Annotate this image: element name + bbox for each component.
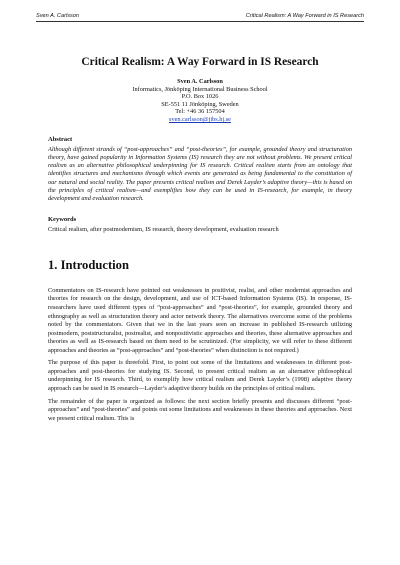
paper-title: Critical Realism: A Way Forward in IS Research <box>81 56 319 68</box>
body-paragraph: The purpose of this paper is threefold. First, to point out some of the limitations and weaknesses in different post-approaches and post-theories for studying IS. Second, to present critical realism as an alternative philosophical underpinning for IS research. Third, to exemplify how critical realism and Derek Layder’s (1998) adaptive theory approach can be used in IS research—Layder’s adaptive theory builds on the principles of critical realism. <box>48 359 352 392</box>
author-name: Sven A. Carlsson <box>177 78 223 85</box>
section-heading: 1. Introduction <box>48 257 129 272</box>
keywords-text: Critical realism, after postmodernism, IS research, theory development, evaluation research <box>48 225 279 233</box>
author-affiliation: Informatics, Jönköping International Business School <box>132 85 268 93</box>
author-address-1: P.O. Box 1026 <box>181 93 219 101</box>
abstract-text: Although different strands of “post-approaches” and “post-theories”, for example, grounded theory and structuration theory, have gained popularity in Information Systems (IS) research they are not without problems. We present critical realism as an alternative philosophical underpinning for IS research. Critical realism starts from an ontology that identifies structures and mechanisms through which events are generated as being fundamental to the constitution of our natural and social reality. The paper presents critical realism and Derek Layder’s adaptive theory—this is based on the principles of critical realism—and exemplifies how they can be used in IS-research, for example, in theory development and evaluation research. <box>48 145 352 203</box>
author-address-2: SE-551 11 Jönköping, Sweden <box>161 100 239 108</box>
author-block <box>48 78 352 124</box>
body-paragraph: Commentators on IS-research have pointed out weaknesses in positivist, realist, and other modernist approaches and theories for research on the design, development, and use of ICT-based Information Systems (IS). In response, IS-researchers have used different types of “post-approaches” and “post-theories”, for example, grounded theory and ethnography as well as structuration theory and actor network theory. The alternatives overcome some of the problems noted by the commentators. Given that we in the last years seen an increase in published IS-research utilizing postmodern, poststructuralist, postrealist, and nonpositivistic approaches and theories, these alternative approaches and theories as well as IS-research based on them need to be scrutinized. (For simplicity, we will refer to these different approaches and theories as “post-approaches” and “post-theories” when distinction is not required.) <box>48 286 352 354</box>
header-title: Critical Realism: A Way Forward in IS Research <box>245 13 364 19</box>
body-paragraph: The remainder of the paper is organized as follows: the next section briefly presents and discusses different “post-approaches” and “post-theories” and points out some limitations and weaknesses in these theories and approaches. Next we present critical realism. This is <box>48 397 352 422</box>
author-email-link[interactable]: sven.carlsson@jibs.hj.se <box>169 115 231 123</box>
content <box>48 56 352 427</box>
header-author: Sven A. Carlsson <box>36 13 80 19</box>
abstract-heading: Abstract <box>48 135 73 143</box>
running-header <box>36 13 364 22</box>
author-tel: Tel: +46 36 157504 <box>175 108 225 116</box>
keywords-heading: Keywords <box>48 215 77 223</box>
